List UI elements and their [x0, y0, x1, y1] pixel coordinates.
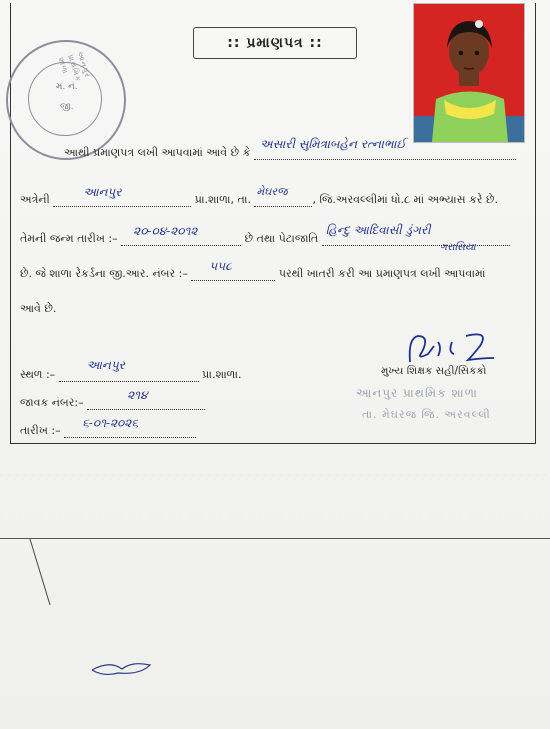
- caste-value-2: ગરાસિયા: [439, 242, 476, 253]
- school-stamp-line-2: તા. મેઘરજ જિ. અરવલ્લી: [362, 408, 491, 421]
- place-suffix: પ્રા.શાળા.: [202, 368, 242, 381]
- student-name-value: અસારી સુમિત્રાબહેન રત્નાભાઈ: [259, 137, 406, 151]
- caste-value: હિન્દુ આદિવાસી ડુંગરી: [325, 223, 431, 237]
- line2-mid: પ્રા.શાળા, તા.: [194, 193, 251, 206]
- date-row: [20, 416, 196, 438]
- outward-row: [20, 388, 205, 410]
- date-value: ૬-૦૧-૨૦૨૬: [82, 416, 139, 430]
- school-seal: [6, 40, 126, 160]
- line4-suffix: પરથી ખાતરી કરી આ પ્રમાણપત્ર લખી આપવામાં: [278, 267, 486, 280]
- caste-field: [322, 223, 510, 253]
- signatory-label: મુખ્ય શિક્ષક સહી/સિકકો: [381, 365, 487, 377]
- outward-value: ૨૧૪: [127, 388, 148, 402]
- outward-field: [87, 388, 205, 410]
- dob-field: [121, 224, 241, 246]
- body-line-4: [20, 259, 486, 281]
- place-row: [20, 358, 242, 382]
- school-field: [53, 185, 191, 207]
- seal-number-label: મ. નં.: [56, 82, 78, 92]
- taluka-field: [254, 185, 312, 207]
- place-field: [59, 358, 199, 382]
- outward-label: જાવક નંબર:–: [20, 396, 84, 409]
- dob-label: તેમની જન્મ તારીખ :–: [20, 232, 118, 245]
- student-name-field: [254, 137, 516, 160]
- scan-artifacts: [0, 455, 550, 729]
- line3-mid: છે તથા પેટાજાતિ: [244, 232, 319, 245]
- seal-ring-text: આનપુર પ્રાથમિક શાળા: [56, 50, 93, 84]
- certificate-title: :: પ્રમાણપત્ર ::: [193, 27, 357, 59]
- body-line-5: આવે છે.: [20, 302, 57, 315]
- line2-prefix: અત્રેની: [20, 193, 50, 206]
- school-value: આનપુર: [83, 185, 122, 199]
- line2-suffix: જિ.અરવલ્લીમાં ધો.૮ માં અભ્યાસ કરે છે.: [319, 193, 498, 206]
- line1-prefix: આથી પ્રમાણપત્ર લખી આપવામાં આવે છે કે: [64, 146, 251, 159]
- seal-district-label: જી.: [60, 102, 74, 112]
- gr-label: છે. જે શાળા રેકર્ડના જી.આર. નંબર :–: [20, 267, 188, 280]
- gr-field: [191, 259, 275, 281]
- body-line-1: [64, 137, 516, 160]
- place-value: આનપુર: [86, 358, 125, 372]
- date-field: [64, 416, 196, 438]
- place-label: સ્થળ :–: [20, 368, 56, 381]
- taluka-value: મેઘરજ: [256, 185, 288, 198]
- student-photo: [413, 3, 525, 143]
- body-line-3: [20, 223, 510, 253]
- gr-value: ૫૫૮: [209, 259, 232, 273]
- school-stamp-line-1: આનપુર પ્રાથમિક શાળા: [356, 386, 478, 400]
- date-label: તારીખ :–: [20, 424, 61, 437]
- dob-value: ૨૦-૦૪-૨૦૧૨: [133, 224, 198, 238]
- body-line-2: અત્રેની આનપુર પ્રા.શાળા, તા. મેઘરજ , જિ.અરવલ્લીમાં ધો.૮ માં અભ્યાસ કરે છે.: [20, 185, 498, 206]
